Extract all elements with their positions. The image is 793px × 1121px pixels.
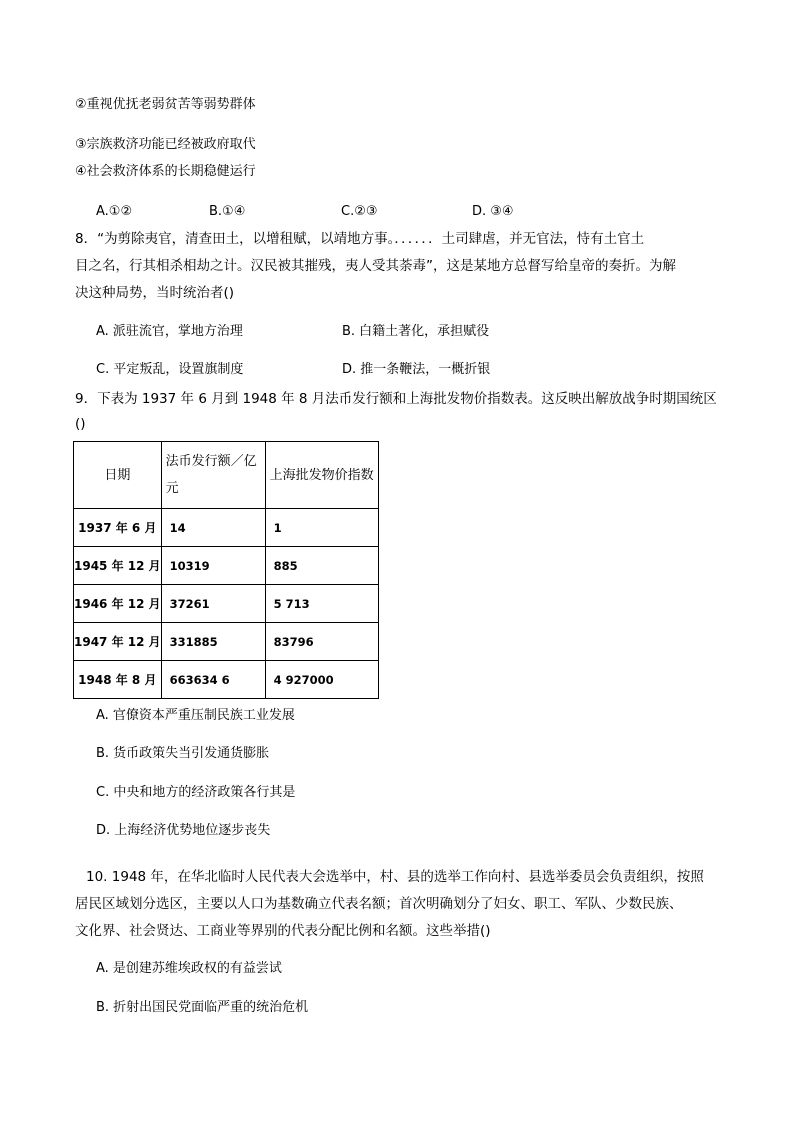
q9-stem-line-1: 9．下表为 1937 年 6 月到 1948 年 8 月法币发行额和上海批发物价指数表。这反映出解放战争时期国统区 <box>75 391 717 407</box>
q8-option-c: C. 平定叛乱，设置旗制度 <box>96 362 244 377</box>
statement-2: ②重视优抚老弱贫苦等弱势群体 <box>75 97 256 112</box>
table-cell-currency: 37261 <box>161 585 265 623</box>
table-cell-price-index: 4 927000 <box>265 661 378 699</box>
q10-stem-line-3: 文化界、社会贤达、工商业等界别的代表分配比例和名额。这些举措() <box>75 923 491 939</box>
table-header-row <box>74 442 379 509</box>
table-cell-price-index: 1 <box>265 509 378 547</box>
table-row <box>74 585 379 623</box>
table-header-currency: 法币发行额／亿元 <box>161 442 265 509</box>
table-cell-date: 1948 年 8 月 <box>74 661 162 699</box>
table-cell-date: 1947 年 12 月 <box>74 623 162 661</box>
q7-option-c: C.②③ <box>341 204 378 219</box>
table-cell-price-index: 5 713 <box>265 585 378 623</box>
table-row <box>74 661 379 699</box>
q7-option-a: A.①② <box>96 204 133 219</box>
q9-option-a: A. 官僚资本严重压制民族工业发展 <box>96 708 295 723</box>
table-cell-currency: 10319 <box>161 547 265 585</box>
q10-stem-line-2: 居民区域划分选区，主要以人口为基数确立代表名额；首次明确划分了妇女、职工、军队、少数民族、 <box>75 896 683 912</box>
table-header-price-index: 上海批发物价指数 <box>265 442 378 509</box>
table-cell-date: 1946 年 12 月 <box>74 585 162 623</box>
table-cell-currency: 663634 6 <box>161 661 265 699</box>
q8-stem-line-3: 决这种局势，当时统治者() <box>75 285 235 301</box>
table-row <box>74 623 379 661</box>
q10-option-a: A. 是创建苏维埃政权的有益尝试 <box>96 961 282 976</box>
q8-option-b: B. 白籍土著化，承担赋役 <box>342 324 490 339</box>
q10-option-b: B. 折射出国民党面临严重的统治危机 <box>96 1000 309 1015</box>
table-header-date: 日期 <box>74 442 162 509</box>
table-cell-date: 1937 年 6 月 <box>74 509 162 547</box>
q9-stem-line-2: () <box>75 416 86 432</box>
table-cell-price-index: 885 <box>265 547 378 585</box>
q7-option-b: B.①④ <box>209 204 246 219</box>
table-cell-currency: 14 <box>161 509 265 547</box>
q9-option-b: B. 货币政策失当引发通货膨胀 <box>96 746 270 761</box>
q8-stem-line-2: 目之名，行其相杀相劫之计。汉民被其摧残，夷人受其荼毒”，这是某地方总督写给皇帝的奏折。为解 <box>75 258 676 274</box>
q9-data-table <box>73 441 379 699</box>
table-row <box>74 547 379 585</box>
table-cell-price-index: 83796 <box>265 623 378 661</box>
table-cell-date: 1945 年 12 月 <box>74 547 162 585</box>
table-cell-currency: 331885 <box>161 623 265 661</box>
table-row <box>74 509 379 547</box>
q8-stem-line-1: 8．“为剪除夷官，清查田土，以增租赋，以靖地方事。．．．．．．土司肆虐，并无官法，恃有土官土 <box>75 231 645 247</box>
q7-option-d: D. ③④ <box>472 204 514 219</box>
statement-3: ③宗族救济功能已经被政府取代 <box>75 137 256 152</box>
q10-stem-line-1: 10. 1948 年，在华北临时人民代表大会选举中，村、县的选举工作向村、县选举委员会负责组织，按照 <box>86 869 704 885</box>
statement-4: ④社会救济体系的长期稳健运行 <box>75 164 256 179</box>
q8-option-d: D. 推一条鞭法，一概折银 <box>342 362 491 377</box>
q8-option-a: A. 派驻流官，掌地方治理 <box>96 324 243 339</box>
q9-option-c: C. 中央和地方的经济政策各行其是 <box>96 785 296 800</box>
q9-option-d: D. 上海经济优势地位逐步丧失 <box>96 823 271 838</box>
